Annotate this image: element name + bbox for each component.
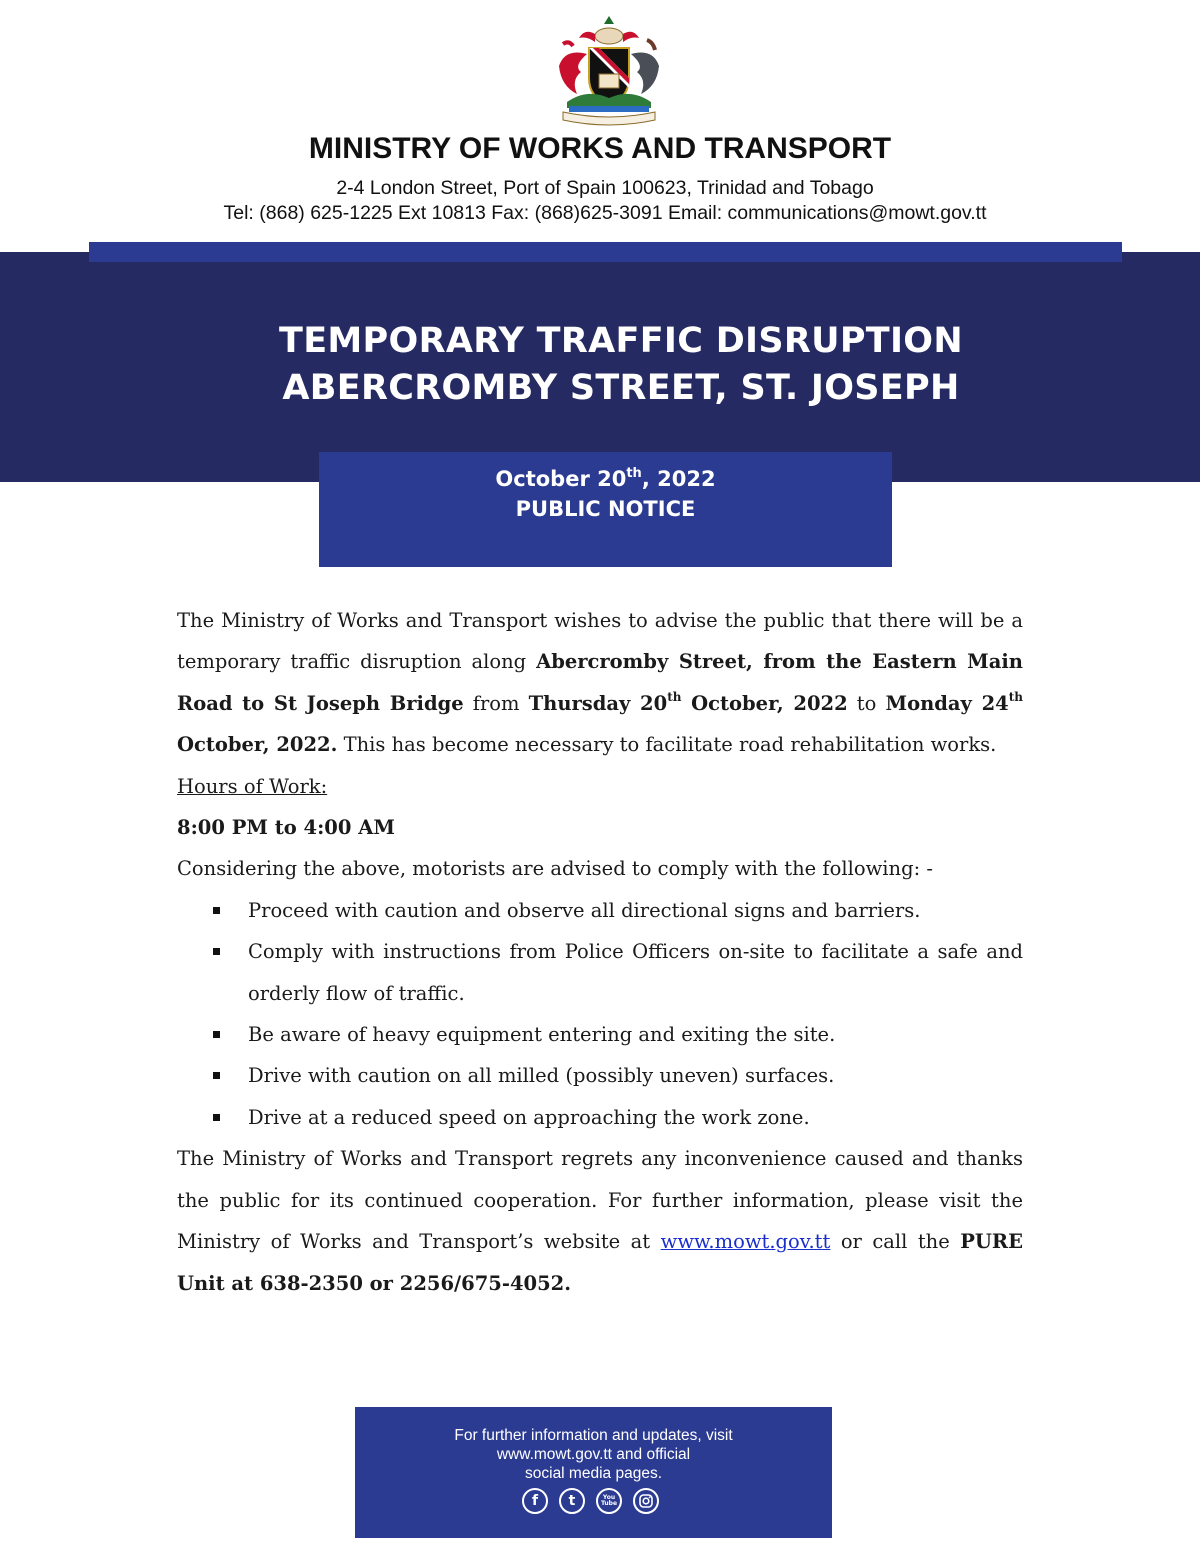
list-item: Be aware of heavy equipment entering and exiting the site.: [177, 1014, 1023, 1055]
notice-date: October 20th, 2022: [495, 466, 716, 491]
date-box: [319, 452, 892, 567]
ministry-address: 2-4 London Street, Port of Spain 100623, Trinidad and Tobago: [336, 177, 874, 199]
facebook-icon[interactable]: f: [522, 1488, 548, 1514]
bullet-icon: [213, 1114, 220, 1121]
public-notice-label: PUBLIC NOTICE: [515, 497, 696, 521]
footer-box: [355, 1407, 832, 1538]
bullet-icon: [213, 1072, 220, 1079]
bullet-icon: [213, 948, 220, 955]
website-link[interactable]: www.mowt.gov.tt: [660, 1230, 831, 1254]
list-item: Drive with caution on all milled (possibly uneven) surfaces.: [177, 1055, 1023, 1096]
footer-line1: For further information and updates, visit: [454, 1427, 733, 1444]
footer-line3: social media pages.: [525, 1465, 662, 1482]
coat-of-arms-icon: [549, 14, 669, 126]
closing-paragraph: The Ministry of Works and Transport regrets any inconvenience caused and thanks the public for its continued cooperation. For further information, please visit the Ministry of Works and Transport’s website at www.mowt.gov.tt or call the PURE Unit at 638-2350 or 2256/675-4052.: [177, 1147, 1024, 1295]
notice-title-line1: TEMPORARY TRAFFIC DISRUPTION: [279, 321, 963, 361]
intro-paragraph: The Ministry of Works and Transport wishes to advise the public that there will be a temporary traffic disruption along Abercromby Street, from the Eastern Main Road to St Joseph Bridge from Thursday 20th October, 2022 to Monday 24th October, 2022. This has become necessary to facilitate road rehabilitation works.: [177, 609, 1023, 757]
bullet-icon: [213, 907, 220, 914]
advice-list: [177, 890, 1023, 1138]
bullet-icon: [213, 1031, 220, 1038]
list-item: Proceed with caution and observe all directional signs and barriers.: [177, 890, 1023, 931]
list-item: Drive at a reduced speed on approaching the work zone.: [177, 1097, 1023, 1138]
instagram-icon[interactable]: [633, 1488, 659, 1514]
footer-line2: www.mowt.gov.tt and official: [496, 1446, 691, 1463]
ministry-contact: Tel: (868) 625-1225 Ext 10813 Fax: (868)625-3091 Email: communications@mowt.gov.tt: [223, 202, 987, 224]
notice-title-line2: ABERCROMBY STREET, ST. JOSEPH: [282, 368, 960, 408]
social-icons: [522, 1488, 659, 1514]
accent-bar: [89, 242, 1122, 262]
instagram-glyph-icon: [639, 1494, 653, 1508]
advice-intro: Considering the above, motorists are advised to comply with the following: -: [177, 857, 933, 881]
list-item: Comply with instructions from Police Officers on-site to facilitate a safe and orderly flow of traffic.: [177, 931, 1023, 1014]
youtube-icon[interactable]: You Tube: [596, 1488, 622, 1514]
notice-body: [177, 600, 1023, 1304]
twitter-icon[interactable]: t: [559, 1488, 585, 1514]
hours-label: Hours of Work:: [177, 774, 328, 798]
ministry-name: MINISTRY OF WORKS AND TRANSPORT: [308, 132, 892, 165]
hours-value: 8:00 PM to 4:00 AM: [177, 816, 395, 840]
